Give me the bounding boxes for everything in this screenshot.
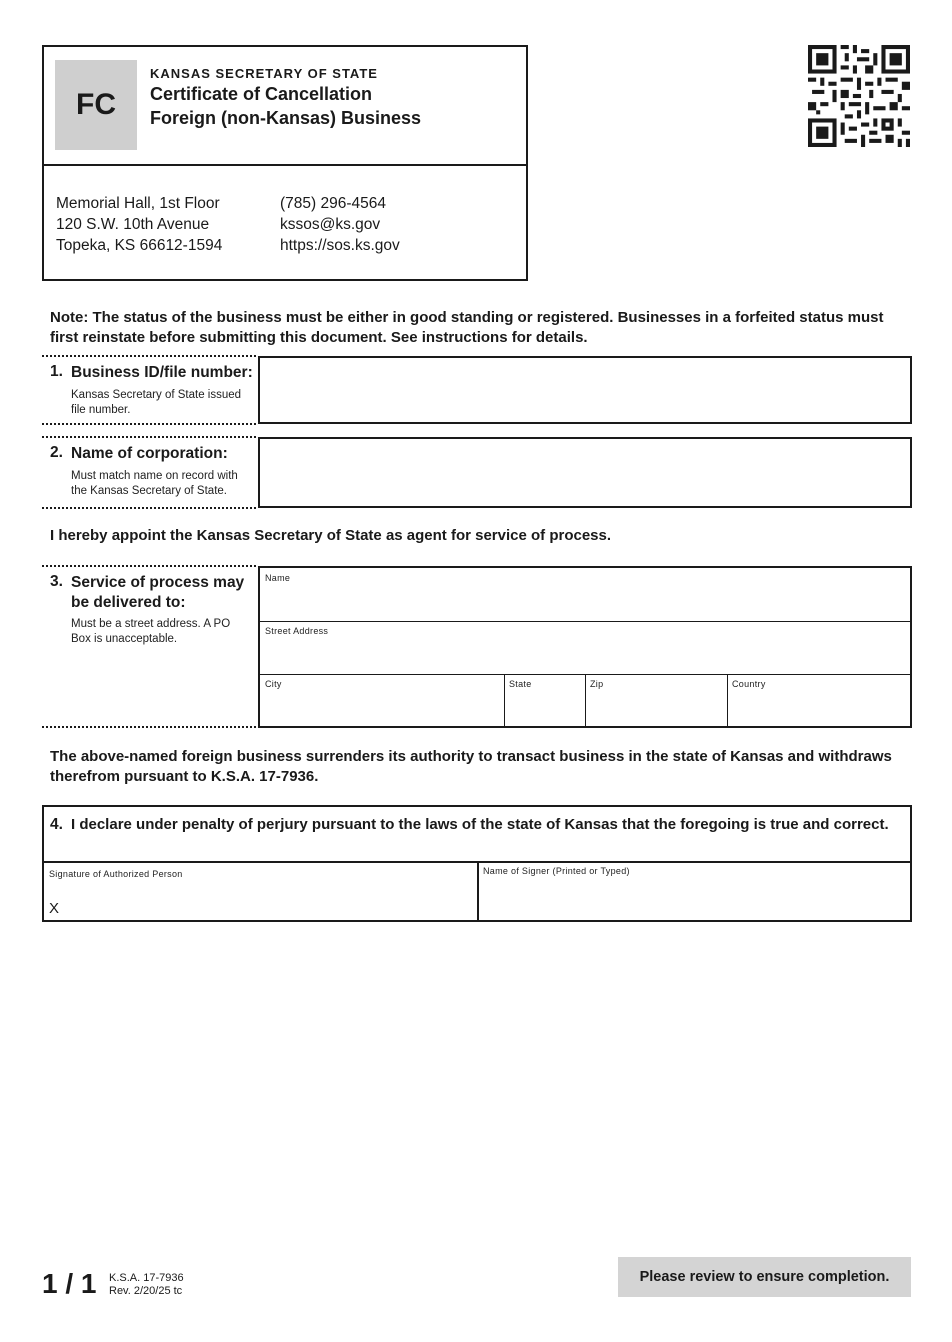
q2-number: 2.: [50, 444, 63, 461]
appointment-statement: I hereby appoint the Kansas Secretary of State as agent for service of process.: [50, 527, 612, 544]
q1-sublabel: Kansas Secretary of State issued file number.: [71, 389, 242, 416]
dotted-separator: [42, 423, 256, 425]
zip-input[interactable]: [586, 675, 727, 726]
state-field-label: State: [509, 679, 532, 689]
name-field-label: Name: [265, 573, 291, 583]
status-note: Note: The status of the business must be either in good standing or registered. Businesses in a forfeited status must first reinstate before submitting this document. See instructions for details.: [50, 309, 884, 346]
dotted-separator: [42, 436, 256, 438]
country-field-label: Country: [732, 679, 766, 689]
signer-name-label: Name of Signer (Printed or Typed): [483, 866, 630, 876]
q1-label: Business ID/file number:: [71, 364, 253, 381]
q3-number: 3.: [50, 573, 63, 590]
signature-mark: X: [49, 900, 60, 917]
revision-date: Rev. 2/20/25 tc: [109, 1285, 183, 1297]
dotted-separator: [42, 507, 256, 509]
declaration-text: I declare under penalty of perjury pursuant to the laws of the state of Kansas that the foregoing is true and correct.: [71, 816, 889, 833]
form-title-line2: Foreign (non-Kansas) Business: [150, 108, 422, 128]
website-url[interactable]: https://sos.ks.gov: [280, 237, 400, 254]
name-input[interactable]: [260, 568, 910, 621]
email-address: kssos@ks.gov: [280, 216, 381, 233]
footer-statute: [109, 1272, 184, 1298]
service-address-box: [258, 566, 912, 728]
dotted-separator: [42, 565, 256, 567]
address-line: 120 S.W. 10th Avenue: [56, 216, 210, 233]
form-code-badge: FC: [55, 60, 137, 150]
q3-label: Service of process may be delivered to:: [71, 574, 245, 611]
dotted-separator: [42, 355, 256, 357]
state-input[interactable]: [505, 675, 585, 726]
col-divider: [477, 861, 479, 920]
dotted-separator: [42, 726, 256, 728]
office-contact: [280, 193, 400, 256]
office-address: [56, 193, 222, 256]
city-field-label: City: [265, 679, 282, 689]
header-divider: [42, 164, 528, 166]
q1-number: 1.: [50, 363, 63, 380]
business-id-input[interactable]: [258, 356, 912, 424]
surrender-statement: The above-named foreign business surrenders its authority to transact business in the state of Kansas and withdraws therefrom pursuant to K.S.A. 17-7936.: [50, 748, 892, 785]
form-title-line1: Certificate of Cancellation: [150, 84, 373, 104]
qr-code-icon: [808, 45, 910, 147]
phone-number: (785) 296-4564: [280, 195, 386, 212]
signer-name-input[interactable]: [480, 863, 910, 920]
country-input[interactable]: [728, 675, 910, 726]
signature-label: Signature of Authorized Person: [49, 869, 183, 879]
address-line: Memorial Hall, 1st Floor: [56, 195, 220, 212]
q2-sublabel: Must match name on record with the Kansas Secretary of State.: [71, 470, 238, 497]
signature-input[interactable]: [44, 863, 476, 920]
page-number: 1 / 1: [42, 1268, 97, 1299]
street-address-input[interactable]: [260, 622, 910, 674]
agency-name: KANSAS SECRETARY OF STATE: [150, 66, 378, 81]
q4-number: 4.: [50, 816, 63, 833]
street-field-label: Street Address: [265, 626, 329, 636]
review-notice: Please review to ensure completion.: [618, 1257, 911, 1297]
city-input[interactable]: [260, 675, 504, 726]
address-line: Topeka, KS 66612-1594: [56, 237, 223, 254]
statute-reference: K.S.A. 17-7936: [109, 1272, 184, 1284]
q3-sublabel: Must be a street address. A PO Box is unacceptable.: [71, 618, 231, 645]
q2-label: Name of corporation:: [71, 445, 228, 462]
corporation-name-input[interactable]: [258, 437, 912, 508]
zip-field-label: Zip: [590, 679, 604, 689]
